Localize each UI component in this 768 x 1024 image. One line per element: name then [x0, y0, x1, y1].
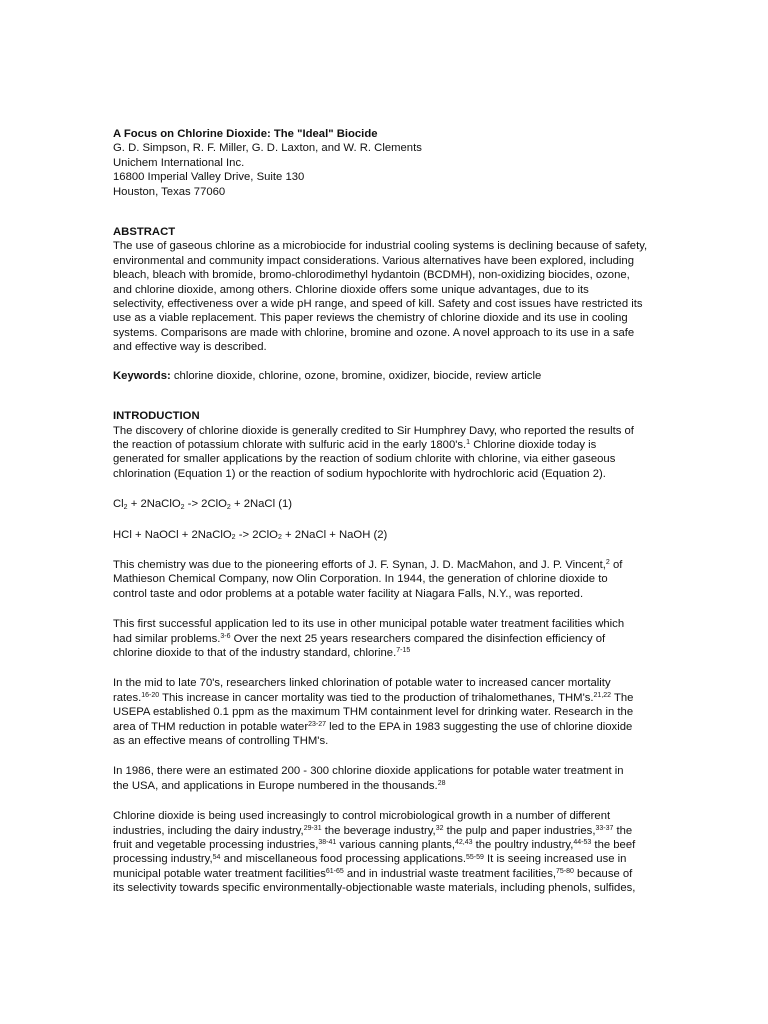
citation-ref: 7-15: [396, 647, 411, 655]
text-run: and in industrial waste treatment facilities,: [343, 867, 556, 880]
spacer: [113, 355, 658, 369]
citation-ref: 75-80: [556, 868, 574, 875]
paragraph-line: In 1986, there were an estimated 200 - 300 chlorine dioxide applications for potable water treatment in: [113, 765, 624, 778]
text-run: the reaction of potassium chlorate with sulfuric acid in the early 1800's.: [113, 438, 467, 451]
keywords-text: chlorine dioxide, chlorine, ozone, bromine, oxidizer, biocide, review article: [170, 369, 542, 382]
text-run: It is seeing increased use in: [483, 853, 627, 866]
citation-ref: 61-65: [325, 868, 344, 875]
abstract-line: environmental and community impact considerations. Various alternatives have been explored, including: [113, 254, 634, 267]
paragraph-line: its selectivity towards specific environmentally-objectionable waste materials, including phenols, sulfides,: [113, 882, 636, 895]
abstract-line: The use of gaseous chlorine as a microbiocide for industrial cooling systems is declining because of safety,: [113, 240, 648, 253]
text-run: the beef: [591, 839, 636, 852]
text-run: The: [611, 691, 634, 704]
paragraph-line: [113, 838, 658, 852]
paragraph-line: [113, 852, 658, 866]
text-run: chlorine dioxide to that of the industry standard, chlorine.: [113, 646, 397, 659]
citation-ref: 44-53: [573, 839, 592, 847]
text-run: because of: [573, 867, 633, 880]
paragraph-line: generated for smaller applications by the reaction of sodium chlorite with chlorine, via either gaseous: [113, 453, 616, 466]
abstract-line: and chlorine dioxide, among others. Chlorine dioxide offers some unique advantages, due to its: [113, 283, 589, 296]
citation-ref: 21,22: [593, 691, 612, 699]
paragraph-line: Chlorine dioxide is being used increasingly to control microbiological growth in a number of different: [113, 810, 611, 823]
subscript: 2: [123, 503, 128, 511]
introduction-section: [113, 409, 658, 896]
text-run: the poultry industry,: [472, 839, 574, 852]
text-run: -> 2ClO: [235, 528, 278, 541]
subscript: 2: [226, 503, 231, 511]
subscript: 2: [180, 503, 185, 511]
citation-ref: 54: [212, 853, 221, 861]
paragraph-line: [113, 824, 658, 838]
equation-2: [113, 528, 658, 542]
spacer: [113, 748, 658, 764]
author-affiliation: Unichem International Inc.: [113, 156, 245, 169]
paragraph-line: In the mid to late 70's, researchers linked chlorination of potable water to increased cancer mortality: [113, 677, 611, 690]
spacer: [113, 793, 658, 809]
paragraph-line: control taste and odor problems at a potable water facility at Niagara Falls, N.Y., was reported.: [113, 587, 584, 600]
text-run: industries, including the dairy industry,: [113, 824, 304, 837]
abstract-line: systems. Comparisons are made with chlorine, bromine and ozone. A novel approach to its use in a safe: [113, 326, 635, 339]
paragraph-line: The discovery of chlorine dioxide is generally credited to Sir Humphrey Davy, who reported the results of: [113, 424, 634, 437]
abstract-heading: ABSTRACT: [113, 226, 176, 239]
text-run: the beverage industry,: [321, 824, 436, 837]
text-run: of: [609, 558, 623, 571]
paragraph: [113, 558, 658, 601]
paragraph-line: [113, 720, 658, 734]
paragraph: [113, 424, 658, 482]
spacer: [113, 199, 658, 225]
paper-title: A Focus on Chlorine Dioxide: The "Ideal" Biocide: [113, 128, 378, 140]
paragraph-line: [113, 691, 658, 705]
text-run: the USA, and applications in Europe numbered in the thousands.: [113, 779, 438, 792]
text-run: municipal potable water treatment facilities: [113, 867, 326, 880]
text-run: the pulp and paper industries,: [443, 824, 596, 837]
spacer: [113, 660, 658, 676]
text-run: + 2NaCl + NaOH (2): [281, 528, 388, 541]
text-run: the: [613, 824, 633, 837]
paragraph: [113, 764, 658, 793]
paragraph-line: [113, 632, 658, 646]
address-line-2: Houston, Texas 77060: [113, 185, 226, 198]
paragraph: [113, 676, 658, 748]
subscript: 2: [231, 534, 236, 542]
paragraph-line: USEPA established 0.1 ppm as the maximum THM containment level for drinking water. Research in the: [113, 706, 634, 719]
text-run: processing industry,: [113, 853, 213, 866]
citation-ref: 23-27: [308, 720, 326, 728]
abstract-line: selectivity, effectiveness over a wide pH range, and speed of kill. Safety and cost issues have restricted its: [113, 298, 643, 311]
paper-header: [113, 127, 658, 199]
text-run: This chemistry was due to the pioneering efforts of J. F. Synan, J. D. MacMahon, and J. P. Vincent,: [113, 558, 606, 571]
citation-ref: 42,43: [454, 839, 473, 847]
paragraph-line: [113, 646, 658, 660]
spacer: [113, 601, 658, 617]
citation-ref: 33-37: [595, 824, 614, 832]
text-run: -> 2ClO: [184, 498, 227, 511]
spacer: [113, 542, 658, 558]
text-run: and miscellaneous food processing applications.: [220, 853, 466, 866]
text-run: had similar problems.: [113, 632, 221, 645]
citation-ref: 16-20: [141, 691, 160, 699]
text-run: led to the EPA in 1983 suggesting the use of chlorine dioxide: [326, 720, 633, 733]
citation-ref: 2: [605, 559, 610, 567]
text-run: Cl: [113, 498, 124, 511]
equation-1: [113, 497, 658, 511]
paragraph: [113, 809, 658, 895]
citation-ref: 1: [466, 439, 471, 447]
document-body: [113, 127, 658, 896]
spacer: [113, 383, 658, 409]
text-run: Chlorine dioxide today is: [470, 438, 597, 451]
abstract-line: bleach, bleach with bromide, bromo-chlorodimethyl hydantoin (BCDMH), non-oxidizing biocides, ozone,: [113, 269, 630, 282]
paragraph-line: as an effective means of controlling THM's.: [113, 735, 329, 747]
text-run: various canning plants,: [336, 839, 455, 852]
text-run: Over the next 25 years researchers compared the disinfection efficiency of: [230, 632, 606, 645]
text-run: + 2NaCl (1): [230, 498, 293, 511]
text-run: fruit and vegetable processing industries,: [113, 839, 319, 852]
abstract-section: [113, 225, 658, 355]
paragraph: [113, 617, 658, 660]
text-run: area of THM reduction in potable water: [113, 720, 309, 733]
paragraph-line: [113, 558, 658, 572]
paragraph-line: [113, 867, 658, 881]
paper-authors: G. D. Simpson, R. F. Miller, G. D. Laxton, and W. R. Clements: [113, 142, 422, 155]
paragraph-line: [113, 438, 658, 452]
citation-ref: 28: [437, 779, 446, 787]
introduction-heading: INTRODUCTION: [113, 410, 200, 423]
subscript: 2: [277, 534, 282, 542]
spacer: [113, 481, 658, 497]
text-run: rates.: [113, 691, 142, 704]
citation-ref: 3-6: [220, 632, 231, 640]
text-run: HCl + NaOCl + 2NaClO: [113, 528, 232, 541]
citation-ref: 32: [435, 824, 444, 832]
keywords-label: Keywords:: [113, 369, 171, 382]
paragraph-line: chlorination (Equation 1) or the reaction of sodium hypochlorite with hydrochloric acid (Equation 2).: [113, 467, 606, 480]
abstract-line: and effective way is described.: [113, 341, 267, 354]
text-run: This increase in cancer mortality was tied to the production of trihalomethanes, THM's.: [159, 691, 594, 704]
text-run: + 2NaClO: [127, 498, 181, 511]
abstract-line: use as a viable replacement. This paper reviews the chemistry of chlorine dioxide and its use in cooling: [113, 312, 628, 325]
citation-ref: 55-59: [465, 853, 484, 861]
citation-ref: 38-41: [318, 839, 337, 847]
spacer: [113, 512, 658, 528]
paragraph-line: [113, 779, 658, 793]
citation-ref: 29-31: [303, 824, 322, 832]
keywords-line: [113, 369, 658, 383]
address-line-1: 16800 Imperial Valley Drive, Suite 130: [113, 171, 305, 184]
paragraph-line: Mathieson Chemical Company, now Olin Corporation. In 1944, the generation of chlorine dioxide to: [113, 573, 608, 586]
paragraph-line: This first successful application led to its use in other municipal potable water treatment facilities which: [113, 618, 625, 631]
